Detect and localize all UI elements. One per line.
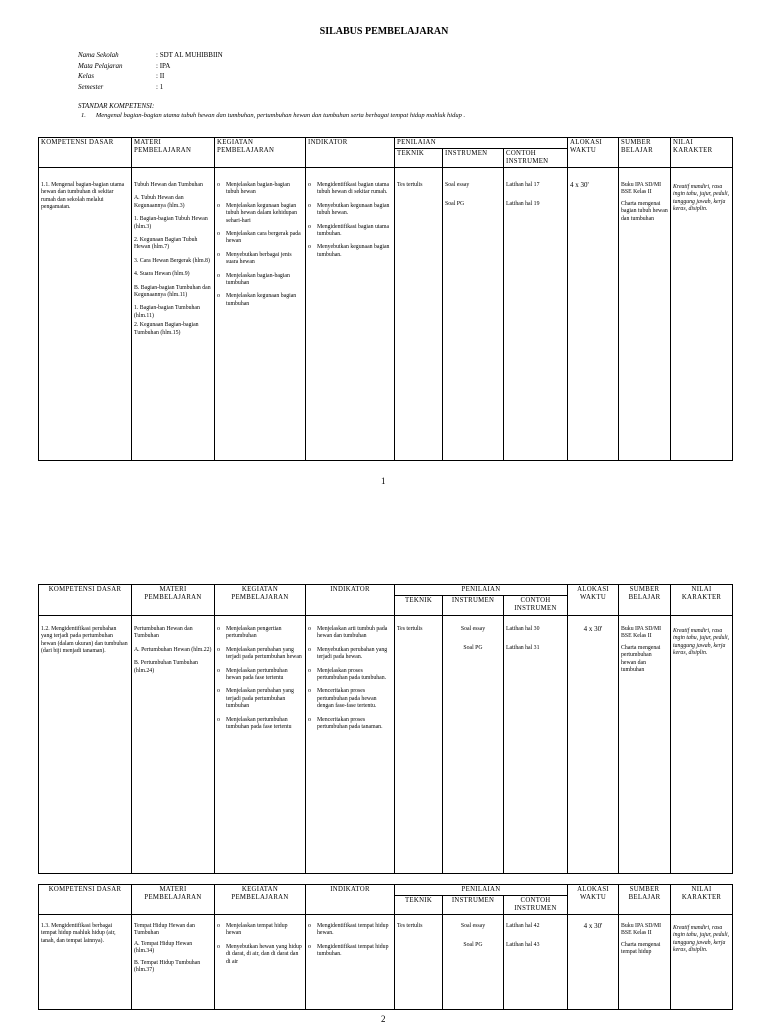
list-item-text: Menjelaskan bagian-bagian tubuh hewan — [226, 182, 290, 196]
header-materi: MATERI PEMBELAJARAN — [132, 585, 215, 616]
list-item: Tempat Hidup Hewan dan Tumbuhan — [134, 923, 195, 937]
bullet-icon: o — [308, 943, 311, 950]
header-kompetensi: KOMPETENSI DASAR — [39, 138, 132, 168]
list-item: Latihan hal 19 — [506, 201, 540, 208]
list-item — [308, 182, 392, 197]
list-item: Latihan hal 42 — [506, 923, 540, 929]
list-item-text: Mengidentifikasi tempat hidup hewan. — [317, 923, 389, 937]
bullet-icon: o — [308, 688, 311, 695]
list-item: 2. Kegunaan Bagian-bagian Tumbuhan (hlm.15) — [134, 322, 199, 336]
contoh-cell — [504, 168, 568, 461]
teknik-cell: Tes tertulis — [395, 168, 443, 461]
header-materi: MATERI PEMBELAJARAN — [132, 138, 215, 168]
kegiatan-cell — [215, 168, 306, 461]
contoh-cell — [504, 616, 568, 874]
list-item-text: Mengidentifikasi bagian utama tumbuhan. — [317, 223, 390, 238]
list-item-text: Menjelaskan pertumbuhan hewan pada fase tertentu — [226, 667, 288, 682]
list-item: A. Tubuh Hewan dan Kegunaannya (hlm.3) — [134, 195, 185, 209]
list-item — [217, 182, 303, 197]
list-item-text: Mengidentifikasi tempat hidup tumbuhan. — [317, 943, 389, 958]
header-nilai: NILAI KARAKTER — [671, 585, 733, 616]
header-kegiatan: KEGIATAN PEMBELAJARAN — [215, 138, 306, 168]
standar-statement: Mengenal bagian-bagian utama tubuh hewan dan tumbuhan, pertumbuhan hewan dan tumbuhan serta berbagai tempat hidup mahluk hidup . — [95, 112, 466, 119]
list-item: B. Tempat Hidup Tumbuhan (hlm.37) — [134, 959, 201, 974]
table-row — [39, 616, 733, 874]
list-item: Buku IPA SD/MI BSE Kelas II — [621, 626, 662, 640]
list-item — [217, 273, 303, 288]
list-item: B. Pertumbuhan Tumbuhan (hlm.24) — [134, 660, 198, 674]
header-penilaian: PENILAIAN — [395, 885, 568, 896]
list-item — [217, 717, 303, 732]
meta-row — [78, 82, 223, 93]
kegiatan-cell — [215, 915, 306, 1010]
list-item: Charta mengenai tempat hidup — [621, 941, 661, 956]
header-penilaian: PENILAIAN — [395, 585, 568, 596]
alokasi-cell: 4 x 30' — [568, 168, 619, 461]
header-kompetensi: KOMPETENSI DASAR — [39, 585, 132, 616]
bullet-icon: o — [308, 626, 311, 632]
list-item — [217, 923, 303, 938]
header-sumber: SUMBER BELAJAR — [619, 885, 671, 915]
bullet-icon: o — [217, 231, 220, 238]
meta-label: Nama Sekolah — [78, 51, 119, 59]
list-item: 3. Cara Hewan Bergerak (hlm.8) — [134, 257, 210, 264]
nilai-cell: Kreatif mandiri, rasa ingin tahu, jujur, peduli, tanggung jawab, kerja keras, disiplin. — [671, 616, 733, 874]
materi-cell — [132, 616, 215, 874]
meta-row — [78, 50, 223, 61]
list-item: Soal PG — [463, 942, 483, 949]
indikator-cell — [306, 616, 395, 874]
header-instrumen: INSTRUMEN — [443, 149, 504, 168]
bullet-icon: o — [217, 943, 220, 950]
meta-value: : II — [156, 72, 165, 80]
meta-row — [78, 71, 223, 82]
bullet-icon: o — [308, 244, 311, 251]
meta-label: Mata Pelajaran — [78, 61, 123, 70]
meta-value: : 1 — [156, 82, 164, 91]
bullet-icon: o — [217, 202, 220, 209]
header-kegiatan: KEGIATAN PEMBELAJARAN — [215, 885, 306, 915]
bullet-icon: o — [308, 182, 311, 188]
header-penilaian: PENILAIAN — [395, 138, 568, 149]
list-item — [217, 231, 303, 246]
meta-label: Kelas — [78, 72, 94, 80]
list-item — [217, 944, 303, 966]
header-sumber: SUMBER BELAJAR — [619, 585, 671, 616]
list-item-text: Menjelaskan tempat hidup hewan — [226, 923, 288, 937]
list-item: Soal PG — [463, 645, 483, 652]
header-alokasi: ALOKASI WAKTU — [568, 885, 619, 915]
list-item — [308, 224, 392, 239]
list-item — [308, 203, 392, 218]
list-item-text: Menceritakan proses pertumbuhan pada tanaman. — [317, 716, 383, 731]
list-item: Buku IPA SD/MI BSE Kelas II — [621, 923, 662, 937]
header-indikator: INDIKATOR — [306, 585, 395, 616]
instrumen-cell — [443, 168, 504, 461]
kompetensi-cell: 1.2. Mengidentifikasi perubahan yang terjadi pada pertumbuhan hewan (dalam ukuran) dan tumbuhan (dari biji menjadi tanaman). — [39, 616, 132, 874]
header-alokasi: ALOKASI WAKTU — [568, 585, 619, 616]
contoh-cell — [504, 915, 568, 1010]
list-item: Charta mengenai pertumbuhan hewan dan tumbuhan — [621, 644, 661, 674]
header-nilai: NILAI KARAKTER — [671, 885, 733, 915]
standar-number: 1. — [81, 112, 86, 119]
header-teknik: TEKNIK — [395, 149, 443, 168]
header-indikator: INDIKATOR — [306, 885, 395, 915]
instrumen-cell — [443, 915, 504, 1010]
list-item — [308, 647, 392, 662]
instrumen-cell — [443, 616, 504, 874]
header-instrumen: INSTRUMEN — [443, 596, 504, 616]
list-item: Soal essay — [460, 626, 486, 632]
list-item — [308, 668, 392, 683]
list-item: Pertumbuhan Hewan dan Tumbuhan — [134, 626, 193, 640]
materi-cell — [132, 168, 215, 461]
bullet-icon: o — [217, 272, 220, 279]
bullet-icon: o — [308, 202, 311, 209]
list-item: Latihan hal 17 — [506, 182, 540, 188]
list-item: 4. Suara Hewan (hlm.9) — [134, 271, 190, 278]
bullet-icon: o — [217, 667, 220, 674]
list-item-text: Menjelaskan cara bergerak pada hewan — [226, 231, 301, 245]
meta-label: Semester — [78, 82, 104, 91]
page-number: 1 — [381, 476, 386, 486]
header-sumber: SUMBER BELAJAR — [619, 138, 671, 168]
list-item — [308, 688, 392, 710]
list-item: 1. Bagian-bagian Tumbuhan (hlm.11) — [134, 305, 200, 319]
indikator-cell — [306, 915, 395, 1010]
standar-kompetensi-text — [81, 112, 465, 119]
header-teknik: TEKNIK — [395, 896, 443, 915]
list-item: Latihan hal 31 — [506, 645, 540, 652]
list-item-text: Menjelaskan bagian-bagian tumbuhan — [226, 272, 290, 287]
list-item-text: Menjelaskan perubahan yang terjadi pada pertumbuhan hewan — [226, 646, 302, 661]
list-item-text: Menjelaskan arti tumbuh pada hewan dan tumbuhan — [317, 626, 388, 640]
list-item — [217, 626, 303, 641]
header-nilai: NILAI KARAKTER — [671, 138, 733, 168]
list-item: Soal PG — [445, 201, 465, 208]
list-item — [217, 647, 303, 662]
alokasi-cell: 4 x 30' — [568, 616, 619, 874]
list-item — [308, 626, 392, 641]
list-item — [217, 668, 303, 683]
list-item: Soal essay — [460, 923, 486, 929]
list-item-text: Menjelaskan pengertian pertumbuhan — [226, 626, 282, 640]
bullet-icon: o — [217, 182, 220, 188]
table-row — [39, 168, 733, 461]
list-item: Buku IPA SD/MI BSE Kelas II — [621, 182, 662, 196]
table-row — [39, 915, 733, 1010]
bullet-icon: o — [217, 646, 220, 653]
list-item-text: Menjelaskan kegunaan bagian tubuh hewan dalam kehidupan sehari-hari — [226, 202, 297, 224]
materi-cell — [132, 915, 215, 1010]
bullet-icon: o — [217, 293, 220, 300]
list-item — [217, 688, 303, 710]
list-item-text: Menyebutkan berbagai jenis suara hewan — [226, 251, 292, 266]
indikator-cell — [306, 168, 395, 461]
header-contoh: CONTOH INSTRUMEN — [504, 896, 568, 915]
list-item-text: Menjelaskan proses pertumbuhan pada tumbuhan. — [317, 667, 387, 682]
header-teknik: TEKNIK — [395, 596, 443, 616]
list-item-text: Menceritakan proses pertumbuhan pada hewan dengan fase-fase tertentu. — [317, 688, 377, 710]
list-item-text: Menjelaskan kegunaan bagian tumbuhan — [226, 293, 297, 307]
list-item-text: Menjelaskan pertumbuhan tumbuhan pada fase tertentu — [226, 716, 292, 731]
bullet-icon: o — [217, 251, 220, 258]
syllabus-table-3 — [38, 884, 733, 1010]
list-item: 1. Bagian-bagian Tubuh Hewan (hlm.3) — [134, 216, 208, 230]
header-contoh: CONTOH INSTRUMEN — [504, 596, 568, 616]
bullet-icon: o — [217, 716, 220, 723]
list-item — [217, 203, 303, 225]
list-item — [217, 293, 303, 308]
meta-value: : SDT AL MUHIBBIIN — [156, 51, 223, 59]
syllabus-table-1 — [38, 137, 733, 461]
header-contoh: CONTOH INSTRUMEN — [504, 149, 568, 168]
bullet-icon: o — [308, 646, 311, 653]
list-item-text: Menjelaskan perubahan yang terjadi pada pertumbuhan tumbuhan — [226, 688, 294, 710]
list-item — [308, 923, 392, 938]
list-item: Tubuh Hewan dan Tumbuhan — [134, 182, 203, 188]
sumber-cell — [619, 616, 671, 874]
teknik-cell: Tes tertulis — [395, 616, 443, 874]
sumber-cell — [619, 168, 671, 461]
list-item: A. Pertumbuhan Hewan (hlm.22) — [134, 646, 212, 653]
school-meta — [78, 50, 223, 92]
list-item-text: Menyebutkan kegunaan bagian tubuh hewan. — [317, 202, 390, 217]
list-item: Charta mengenai bagian tubuh hewan dan tumbuhan — [621, 200, 668, 222]
alokasi-cell: 4 x 30' — [568, 915, 619, 1010]
list-item-text: Menyebutkan kegunaan bagian tumbuhan. — [317, 244, 390, 258]
header-instrumen: INSTRUMEN — [443, 896, 504, 915]
bullet-icon: o — [308, 716, 311, 723]
syllabus-table-2 — [38, 584, 733, 874]
header-kegiatan: KEGIATAN PEMBELAJARAN — [215, 585, 306, 616]
header-kompetensi: KOMPETENSI DASAR — [39, 885, 132, 915]
nilai-cell: Kreatif mandiri, rasa ingin tahu, jujur, peduli, tanggung jawab, kerja keras, disiplin. — [671, 168, 733, 461]
page-title: SILABUS PEMBELAJARAN — [319, 26, 449, 37]
kegiatan-cell — [215, 616, 306, 874]
list-item — [308, 717, 392, 732]
list-item — [217, 252, 303, 267]
header-materi: MATERI PEMBELAJARAN — [132, 885, 215, 915]
bullet-icon: o — [308, 223, 311, 230]
bullet-icon: o — [308, 667, 311, 674]
list-item: Latihan hal 30 — [506, 626, 540, 632]
list-item-text: Menyebutkan hewan yang hidup di darat, di air, dan di darat dan di air — [226, 943, 302, 965]
list-item: Soal essay — [445, 182, 470, 188]
teknik-cell: Tes tertulis — [395, 915, 443, 1010]
meta-value: : IPA — [156, 61, 171, 70]
list-item: Latihan hal 43 — [506, 942, 540, 949]
list-item-text: Mengidentifikasi bagian utama tubuh hewan di sekitar rumah. — [317, 182, 390, 196]
list-item — [308, 944, 392, 959]
list-item-text: Menyebutkan perubahan yang terjadi pada hewan. — [317, 646, 388, 661]
header-alokasi: ALOKASI WAKTU — [568, 138, 619, 168]
kompetensi-cell: 1.3. Mengidentifikasi berbagai tempat hidup mahluk hidup (air, tanah, dan tempat lainnya). — [39, 915, 132, 1010]
header-indikator: INDIKATOR — [306, 138, 395, 168]
bullet-icon: o — [217, 688, 220, 695]
sumber-cell — [619, 915, 671, 1010]
list-item: 2. Kegunaan Bagian Tubuh Hewan (hlm.7) — [134, 237, 198, 251]
list-item: B. Bagian-bagian Tumbuhan dan Kegunaannya (hlm.11) — [134, 284, 211, 299]
bullet-icon: o — [217, 626, 220, 632]
kompetensi-cell: 1.1. Mengenal bagian-bagian utama hewan dan tumbuhan di sekitar rumah dan sekolah melalui pengamatan. — [39, 168, 132, 461]
list-item — [308, 244, 392, 259]
page-number: 2 — [381, 1014, 386, 1024]
list-item: A. Tempat Hidup Hewan (hlm.34) — [134, 940, 193, 955]
bullet-icon: o — [217, 923, 220, 929]
meta-row — [78, 61, 223, 72]
bullet-icon: o — [308, 923, 311, 929]
standar-kompetensi-title: STANDAR KOMPETENSI: — [78, 102, 155, 110]
nilai-cell: Kreatif mandiri, rasa ingin tahu, jujur, peduli, tanggung jawab, kerja keras, disiplin. — [671, 915, 733, 1010]
